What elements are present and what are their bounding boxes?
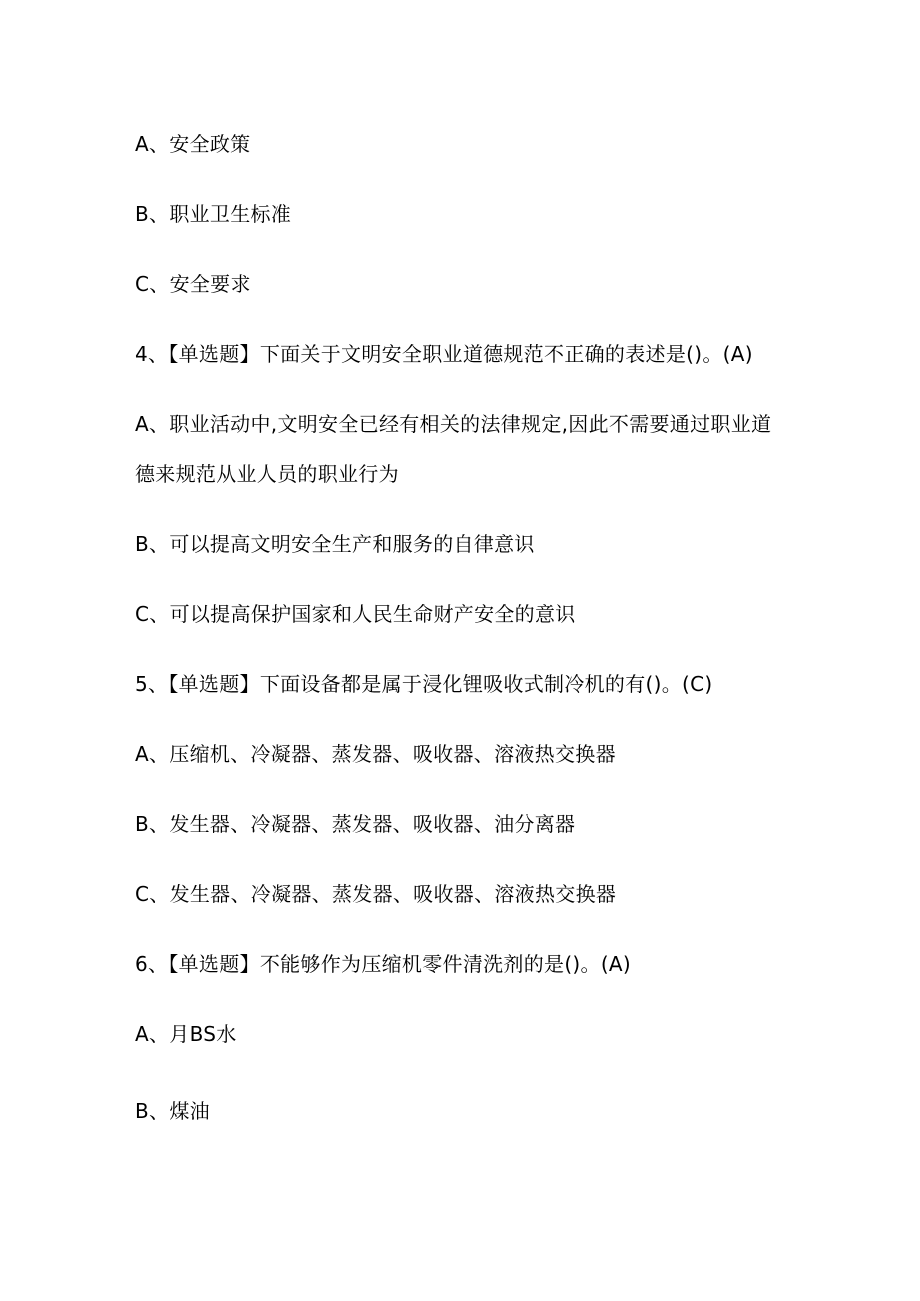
option-q6-b: B、煤油	[135, 1099, 210, 1123]
option-q4-a-line1: A、职业活动中,文明安全已经有相关的法律规定,因此不需要通过职业道	[135, 412, 772, 436]
option-q4-a-line2: 德来规范从业人员的职业行为	[135, 462, 399, 486]
question-4-title: 4、【单选题】下面关于文明安全职业道德规范不正确的表述是()。(A)	[135, 342, 753, 366]
option-q5-a: A、压缩机、冷凝器、蒸发器、吸收器、溶液热交换器	[135, 742, 616, 766]
option-q5-b: B、发生器、冷凝器、蒸发器、吸收器、油分离器	[135, 812, 576, 836]
option-q5-c: C、发生器、冷凝器、蒸发器、吸收器、溶液热交换器	[135, 882, 617, 906]
question-5-title: 5、【单选题】下面设备都是属于浸化锂吸收式制冷机的有()。(C)	[135, 672, 713, 696]
option-q3-c: C、安全要求	[135, 272, 251, 296]
option-q4-b: B、可以提高文明安全生产和服务的自律意识	[135, 532, 535, 556]
option-q3-a: A、安全政策	[135, 132, 251, 156]
question-6-title: 6、【单选题】不能够作为压缩机零件清洗剂的是()。(A)	[135, 952, 632, 976]
option-q6-a: A、月BS水	[135, 1022, 237, 1046]
option-q3-b: B、职业卫生标准	[135, 202, 292, 226]
option-q4-c: C、可以提高保护国家和人民生命财产安全的意识	[135, 602, 576, 626]
